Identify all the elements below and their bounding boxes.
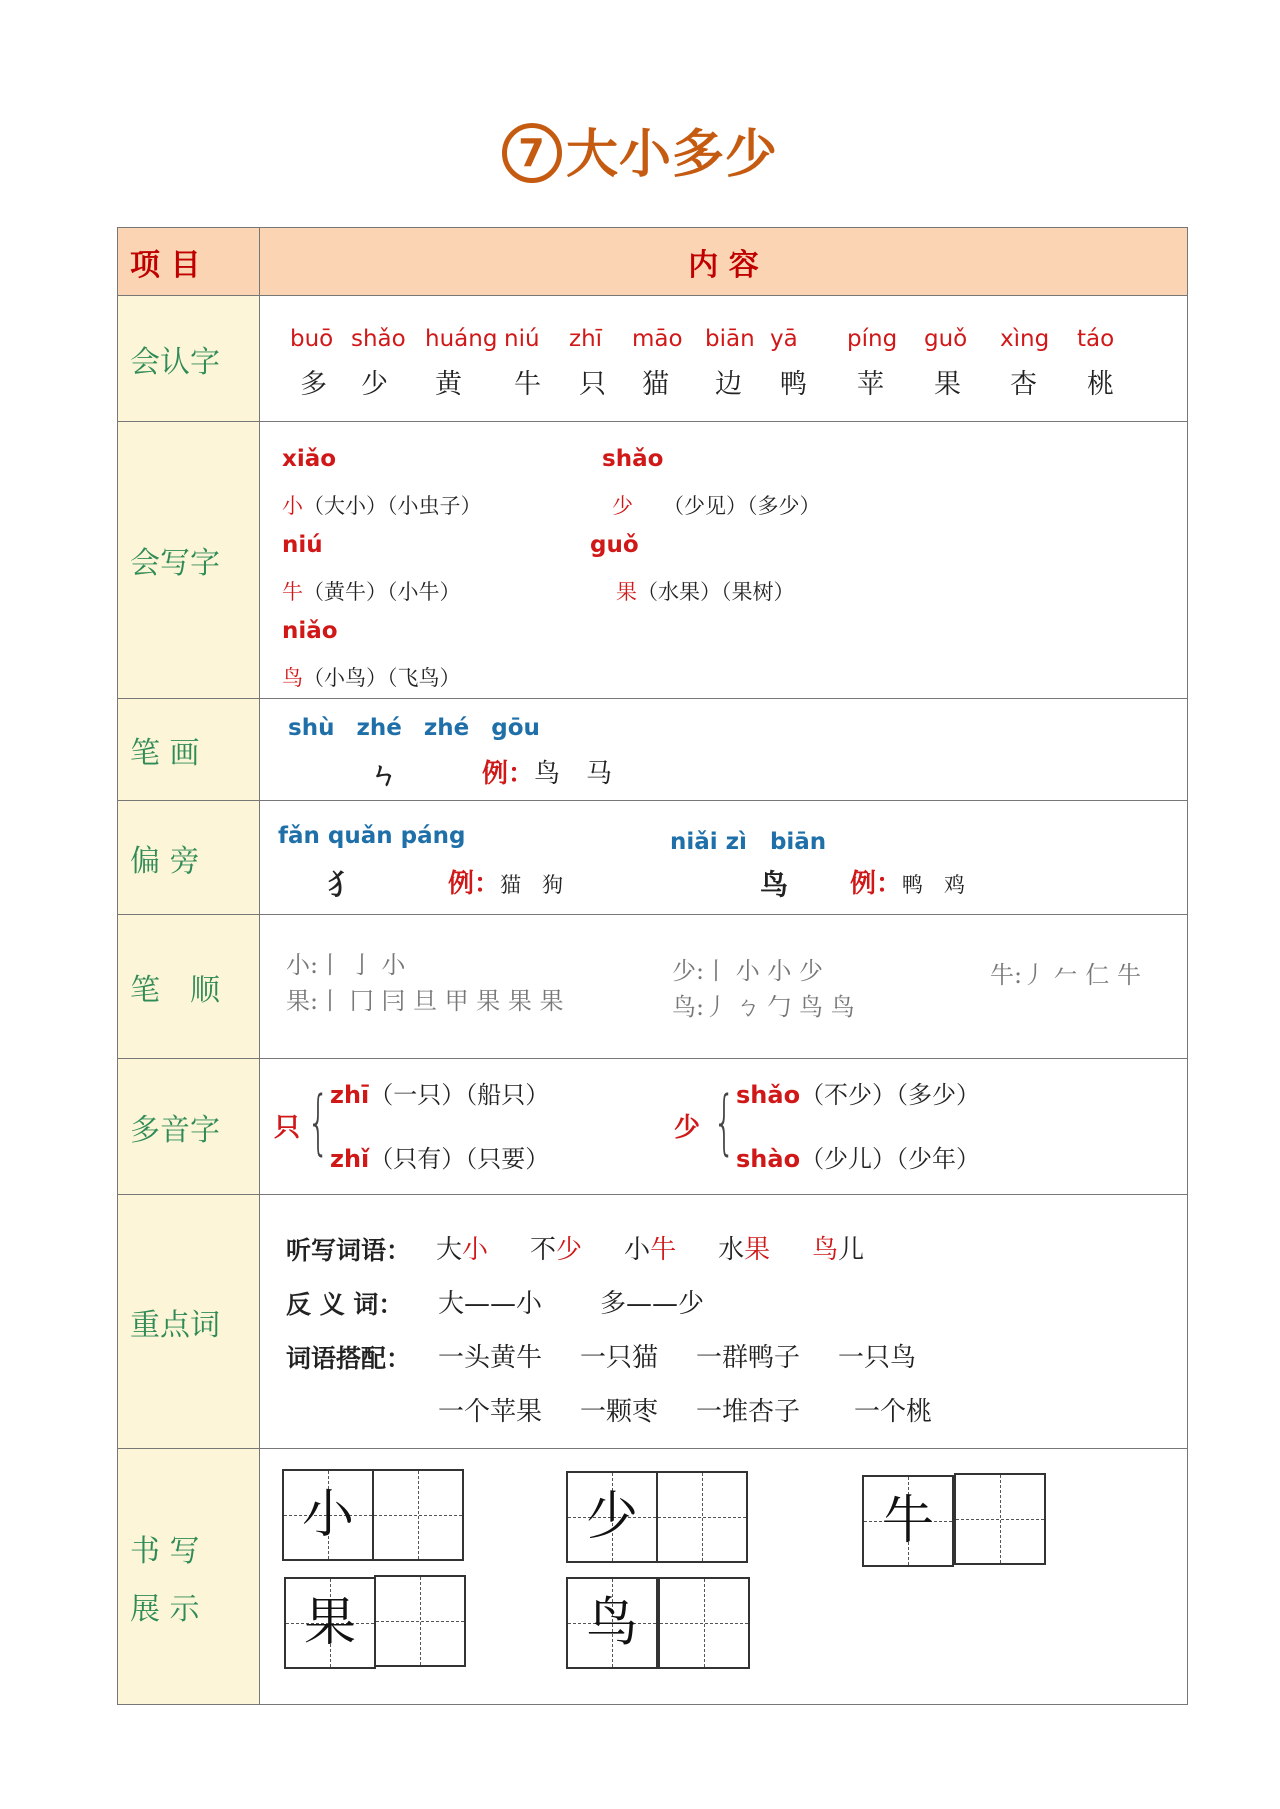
xiezi-word-5: 鸟（小鸟）（飞鸟） <box>282 666 461 690</box>
fanyi-2: 多——少 <box>600 1289 705 1319</box>
tingxie-word: 小牛 <box>624 1235 677 1265</box>
dapei-7: 一堆杏子 <box>696 1397 801 1427</box>
bihua-pinyin: shù zhé zhé gōu <box>288 715 540 741</box>
renzi-char: 只 <box>579 369 606 400</box>
pianpang-sym-left: 犭 <box>328 868 357 901</box>
row-bishun <box>118 915 1188 1059</box>
tingxie-words <box>436 1229 864 1266</box>
writing-grid-empty <box>656 1471 748 1563</box>
renzi-pinyin: biān <box>705 326 755 352</box>
bihua-stroke: ㄣ <box>370 758 399 791</box>
header-item: 项 目 <box>118 228 260 296</box>
renzi-pinyin: niú <box>504 326 540 352</box>
label-bihua: 笔 画 <box>118 699 260 801</box>
pianpang-eg-left: 例：猫 狗 <box>448 869 564 899</box>
row-xiezi <box>118 422 1188 699</box>
renzi-pinyin: shǎo <box>351 326 406 352</box>
renzi-pinyin: buō <box>290 326 334 352</box>
circled-number: 7 <box>502 123 562 183</box>
writing-grid: 牛 <box>862 1475 954 1567</box>
row-zhongdian <box>118 1195 1188 1449</box>
header-row <box>118 228 1188 296</box>
renzi-char: 猫 <box>642 369 669 400</box>
row-duoyin <box>118 1059 1188 1195</box>
fanyi-1: 大——小 <box>438 1289 543 1319</box>
renzi-content <box>260 296 1188 422</box>
pianpang-content <box>260 801 1188 915</box>
fanyi-label: 反 义 词： <box>286 1290 404 1319</box>
tingxie-word: 水果 <box>718 1235 771 1265</box>
label-zhongdian: 重点词 <box>118 1195 260 1449</box>
bishun-content <box>260 915 1188 1059</box>
brace-icon: { <box>713 1081 736 1163</box>
writing-grid: 鸟 <box>566 1577 658 1669</box>
renzi-char: 多 <box>300 369 327 400</box>
xiezi-word-1: 小（大小）（小虫子） <box>282 494 482 518</box>
bishun-niao: 鸟:丿 ㄅ 勹 鸟 鸟 <box>672 993 855 1021</box>
dapei-2: 一只猫 <box>580 1343 659 1373</box>
renzi-char: 牛 <box>514 369 541 400</box>
brace-icon: { <box>307 1081 330 1163</box>
renzi-char: 边 <box>715 369 742 400</box>
dapei-3: 一群鸭子 <box>696 1343 801 1373</box>
tingxie-label: 听写词语： <box>286 1236 412 1265</box>
duoyin-a-char: 只 <box>274 1113 301 1143</box>
row-pianpang <box>118 801 1188 915</box>
zhongdian-content <box>260 1195 1188 1449</box>
header-content: 内 容 <box>260 228 1188 296</box>
duoyin-a-2: zhǐ（只有）（只要） <box>330 1145 550 1173</box>
renzi-pinyin: píng <box>847 326 898 352</box>
xiezi-word-2: 少 （少见）（多少） <box>612 494 821 518</box>
writing-grid: 小 <box>282 1469 374 1561</box>
writing-grid-empty <box>658 1577 750 1669</box>
row-bihua <box>118 699 1188 801</box>
label-pianpang: 偏 旁 <box>118 801 260 915</box>
label-shuxie <box>118 1449 260 1705</box>
renzi-pinyin: yā <box>770 326 798 352</box>
bihua-example: 例：鸟 马 <box>482 759 613 789</box>
row-shuxie <box>118 1449 1188 1705</box>
label-xiezi: 会写字 <box>118 422 260 699</box>
renzi-pinyin: guǒ <box>924 326 968 352</box>
tingxie-word: 不少 <box>530 1235 583 1265</box>
duoyin-b-1: shǎo（不少）（多少） <box>736 1081 981 1109</box>
xiezi-py-1: xiǎo <box>282 446 337 472</box>
tingxie-word: 鸟儿 <box>812 1235 865 1265</box>
title-text: 大小多少 <box>565 125 778 185</box>
pianpang-eg-right: 例：鸭 鸡 <box>850 869 966 899</box>
renzi-char: 黄 <box>435 369 462 400</box>
pianpang-py-left: fǎn quǎn páng <box>278 823 466 849</box>
xiezi-py-3: niú <box>282 532 323 558</box>
renzi-char: 杏 <box>1010 369 1037 400</box>
tingxie-word: 大小 <box>436 1235 489 1265</box>
label-renzi: 会认字 <box>118 296 260 422</box>
writing-grid: 果 <box>284 1577 376 1669</box>
renzi-char: 桃 <box>1087 369 1114 400</box>
renzi-char: 少 <box>361 369 388 400</box>
duoyin-a-1: zhī（一只）（船只） <box>330 1081 550 1109</box>
bishun-xiao: 小:丨 亅 小 <box>286 951 406 979</box>
renzi-char: 果 <box>934 369 961 400</box>
xiezi-py-5: niǎo <box>282 618 338 644</box>
shuxie-label-2: 展 示 <box>130 1591 200 1627</box>
label-bishun: 笔 顺 <box>118 915 260 1059</box>
label-duoyin: 多音字 <box>118 1059 260 1195</box>
dapei-5: 一个苹果 <box>438 1397 543 1427</box>
writing-grid-empty <box>372 1469 464 1561</box>
renzi-pinyin: zhī <box>569 326 603 352</box>
renzi-chars <box>260 296 1187 421</box>
duoyin-b-2: shào（少儿）（少年） <box>736 1145 981 1173</box>
bishun-niu: 牛:丿 𠂉 仁 牛 <box>990 961 1141 989</box>
shuxie-label-1: 书 写 <box>130 1533 200 1569</box>
xiezi-word-3: 牛（黄牛）（小牛） <box>282 580 461 604</box>
writing-grid-empty <box>954 1473 1046 1565</box>
xiezi-py-2: shǎo <box>602 446 664 472</box>
dapei-8: 一个桃 <box>854 1397 933 1427</box>
renzi-pinyin: māo <box>632 326 683 352</box>
xiezi-word-4: 果（水果）（果树） <box>616 580 795 604</box>
shuxie-content <box>260 1449 1188 1705</box>
bihua-content <box>260 699 1188 801</box>
renzi-char: 鸭 <box>780 369 807 400</box>
dapei-label: 词语搭配： <box>286 1344 412 1373</box>
duoyin-b-char: 少 <box>674 1113 701 1143</box>
xiezi-py-4: guǒ <box>590 532 639 558</box>
dapei-1: 一头黄牛 <box>438 1343 543 1373</box>
renzi-pinyin: táo <box>1077 326 1115 352</box>
bishun-shao: 少:丨 小 小 少 <box>672 957 823 985</box>
xiezi-content <box>260 422 1188 699</box>
dapei-4: 一只鸟 <box>838 1343 917 1373</box>
page-title <box>0 112 1280 187</box>
pianpang-py-right: niǎi zì biān <box>670 829 827 855</box>
bishun-guo: 果:丨 冂 冃 旦 甲 果 果 果 <box>286 987 564 1015</box>
duoyin-content <box>260 1059 1188 1195</box>
dapei-6: 一颗枣 <box>580 1397 659 1427</box>
content-table <box>117 227 1188 1705</box>
renzi-char: 苹 <box>857 369 884 400</box>
writing-grid-empty <box>374 1575 466 1667</box>
row-renzi <box>118 296 1188 422</box>
writing-grid: 少 <box>566 1471 658 1563</box>
renzi-pinyin: huáng <box>425 326 498 352</box>
renzi-pinyin: xìng <box>1000 326 1050 352</box>
pianpang-sym-right: 鸟 <box>760 868 789 901</box>
